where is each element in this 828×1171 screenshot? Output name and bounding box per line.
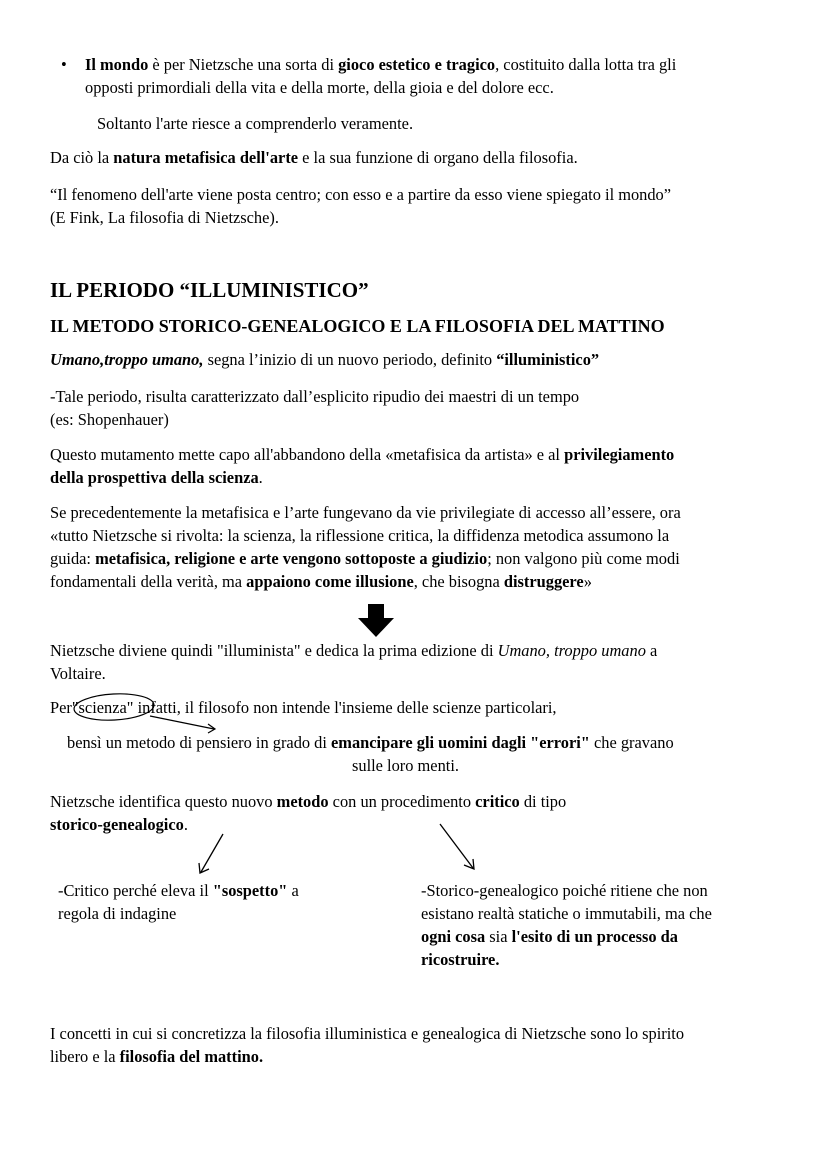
paragraph-concetti-line-2: libero e la filosofia del mattino. bbox=[50, 1047, 264, 1066]
paragraph-bensi-line-2: sulle loro menti. bbox=[352, 756, 459, 775]
paragraph-natura: Da ciò la natura metafisica dell'arte e la sua funzione di organo della filosofia. bbox=[50, 148, 578, 167]
bullet-line-2: opposti primordiali della vita e della morte, della gioia e del dolore ecc. bbox=[85, 78, 554, 97]
paragraph-se-line-3: guida: metafisica, religione e arte vengono sottoposte a giudizio; non valgono più come modi bbox=[50, 549, 680, 568]
paragraph-identifica-line-2: storico-genealogico. bbox=[50, 815, 188, 834]
paragraph-se-line-2: «tutto Nietzsche si rivolta: la scienza, la riflessione critica, la diffidenza metodica assumono la bbox=[50, 526, 670, 545]
paragraph-umano: Umano,troppo umano, segna l’inizio di un nuovo periodo, definito “illuministico” bbox=[50, 350, 600, 369]
down-arrow-icon bbox=[357, 604, 395, 638]
heading-periodo-illuministico: IL PERIODO “ILLUMINISTICO” bbox=[50, 278, 369, 302]
paragraph-tale-line-1: -Tale periodo, risulta caratterizzato dall’esplicito ripudio dei maestri di un tempo bbox=[50, 387, 580, 406]
bullet-marker: • bbox=[61, 55, 67, 74]
heading-metodo-storico: IL METODO STORICO-GENEALOGICO E LA FILOSOFIA DEL MATTINO bbox=[50, 316, 665, 336]
paragraph-soltanto: Soltanto l'arte riesce a comprenderlo veramente. bbox=[97, 114, 414, 133]
col-right-line-1: -Storico-genealogico poiché ritiene che non bbox=[421, 881, 708, 900]
paragraph-mutamento-line-1: Questo mutamento mette capo all'abbandono della «metafisica da artista» e al privilegiamento bbox=[50, 445, 675, 464]
bullet-line-1: Il mondo è per Nietzsche una sorta di gioco estetico e tragico, costituito dalla lotta tra gli bbox=[85, 55, 677, 74]
quote-line-1: “Il fenomeno dell'arte viene posta centro; con esso e a partire da esso viene spiegato il mondo” bbox=[50, 185, 672, 204]
col-right-line-2: esistano realtà statiche o immutabili, ma che bbox=[421, 904, 712, 923]
col-right-line-4: ricostruire. bbox=[421, 950, 500, 969]
paragraph-mutamento-line-2: della prospettiva della scienza. bbox=[50, 468, 263, 487]
paragraph-bensi-line-1: bensì un metodo di pensiero in grado di emancipare gli uomini dagli "errori" che gravano bbox=[67, 733, 674, 752]
paragraph-per-scienza: Per"scienza" infatti, il filosofo non intende l'insieme delle scienze particolari, bbox=[50, 698, 557, 717]
col-left-line-1: -Critico perché eleva il "sospetto" a bbox=[58, 881, 299, 900]
paragraph-tale-line-2: (es: Shopenhauer) bbox=[50, 410, 169, 429]
circled-word-scienza: "scienza" bbox=[71, 698, 134, 717]
arrow-right-branch-icon bbox=[438, 822, 483, 874]
paragraph-se-line-4: fondamentali della verità, ma appaiono come illusione, che bisogna distruggere» bbox=[50, 572, 592, 591]
quote-line-2: (E Fink, La filosofia di Nietzsche). bbox=[50, 208, 279, 227]
col-right-line-3: ogni cosa sia l'esito di un processo da bbox=[421, 927, 678, 946]
paragraph-se-line-1: Se precedentemente la metafisica e l’arte fungevano da vie privilegiate di accesso all’essere, ora bbox=[50, 503, 681, 522]
paragraph-diviene-line-2: Voltaire. bbox=[50, 664, 106, 683]
paragraph-concetti-line-1: I concetti in cui si concretizza la filosofia illuministica e genealogica di Nietzsche sono lo spirito bbox=[50, 1024, 685, 1043]
arrow-left-branch-icon bbox=[195, 832, 235, 877]
col-left-line-2: regola di indagine bbox=[58, 904, 177, 923]
paragraph-identifica-line-1: Nietzsche identifica questo nuovo metodo con un procedimento critico di tipo bbox=[50, 792, 567, 811]
paragraph-diviene-line-1: Nietzsche diviene quindi "illuminista" e dedica la prima edizione di Umano, troppo umano a bbox=[50, 641, 658, 660]
